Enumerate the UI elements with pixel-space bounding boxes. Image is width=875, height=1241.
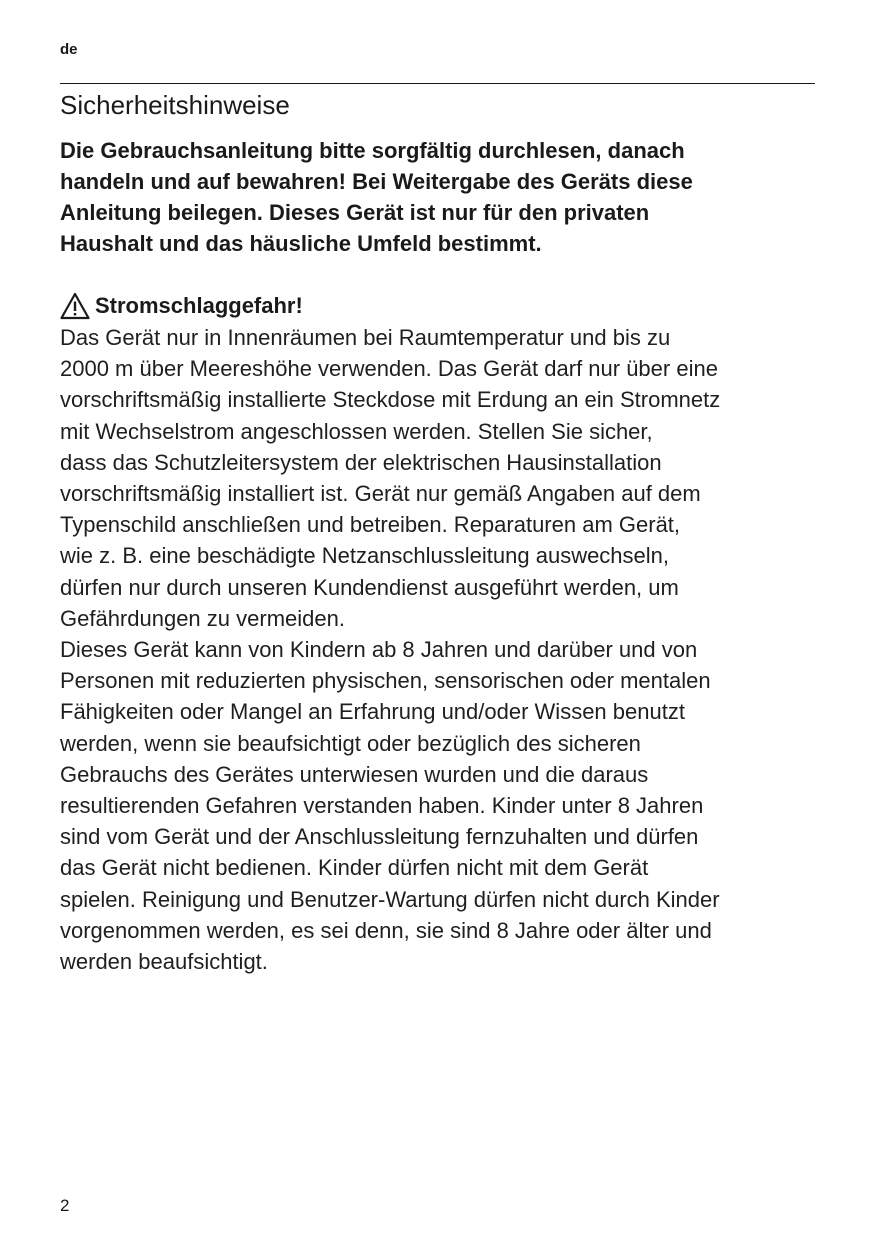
body-line: wie z. B. eine beschädigte Netzanschlussleitung auswechseln, [60, 543, 670, 569]
body-line: vorschriftsmäßig installierte Steckdose mit Erdung an ein Stromnetz [60, 387, 721, 413]
body-line: Typenschild anschließen und betreiben. Reparaturen am Gerät, [60, 512, 681, 538]
body-line: Gefährdungen zu vermeiden. [60, 605, 345, 631]
body-line: dürfen nur durch unseren Kundendienst ausgeführt werden, um [60, 574, 679, 600]
body-line: resultierenden Gefahren verstanden haben. Kinder unter 8 Jahren [60, 793, 704, 819]
body-line: Personen mit reduzierten physischen, sensorischen oder mentalen [60, 668, 711, 694]
body-line: Fähigkeiten oder Mangel an Erfahrung und/oder Wissen benutzt [60, 699, 685, 725]
warning-triangle-icon [60, 292, 90, 320]
body-line: vorschriftsmäßig installiert ist. Gerät nur gemäß Angaben auf dem [60, 481, 701, 507]
page-number: 2 [60, 1196, 70, 1215]
warning-body [60, 322, 840, 977]
body-line: mit Wechselstrom angeschlossen werden. Stellen Sie sicher, [60, 418, 653, 444]
intro-line: handeln und auf bewahren! Bei Weitergabe des Geräts diese [60, 169, 693, 194]
body-line: 2000 m über Meereshöhe verwenden. Das Gerät darf nur über eine [60, 356, 718, 382]
body-line: Gebrauchs des Gerätes unterwiesen wurden und die daraus [60, 761, 649, 787]
intro-line: Haushalt und das häusliche Umfeld bestimmt. [60, 231, 542, 256]
body-line: sind vom Gerät und der Anschlussleitung fernzuhalten und dürfen [60, 824, 699, 850]
header-divider [60, 83, 815, 84]
warning-title: Stromschlaggefahr! [95, 293, 303, 318]
body-line: spielen. Reinigung und Benutzer-Wartung dürfen nicht durch Kinder [60, 886, 720, 912]
body-line: werden, wenn sie beaufsichtigt oder bezüglich des sicheren [60, 730, 641, 756]
language-label: de [60, 41, 78, 58]
body-line: vorgenommen werden, es sei denn, sie sind 8 Jahre oder älter und [60, 917, 712, 943]
body-line: dass das Schutzleitersystem der elektrischen Hausinstallation [60, 449, 662, 475]
body-line: Das Gerät nur in Innenräumen bei Raumtemperatur und bis zu [60, 325, 671, 350]
body-line: Dieses Gerät kann von Kindern ab 8 Jahren und darüber und von [60, 637, 698, 663]
body-line: werden beaufsichtigt. [60, 949, 268, 975]
intro-paragraph [60, 135, 820, 259]
page-title: Sicherheitshinweise [60, 90, 290, 120]
warning-heading [60, 291, 303, 321]
intro-line: Die Gebrauchsanleitung bitte sorgfältig durchlesen, danach [60, 138, 685, 163]
body-line: das Gerät nicht bedienen. Kinder dürfen nicht mit dem Gerät [60, 855, 649, 881]
intro-line: Anleitung beilegen. Dieses Gerät ist nur für den privaten [60, 200, 650, 225]
